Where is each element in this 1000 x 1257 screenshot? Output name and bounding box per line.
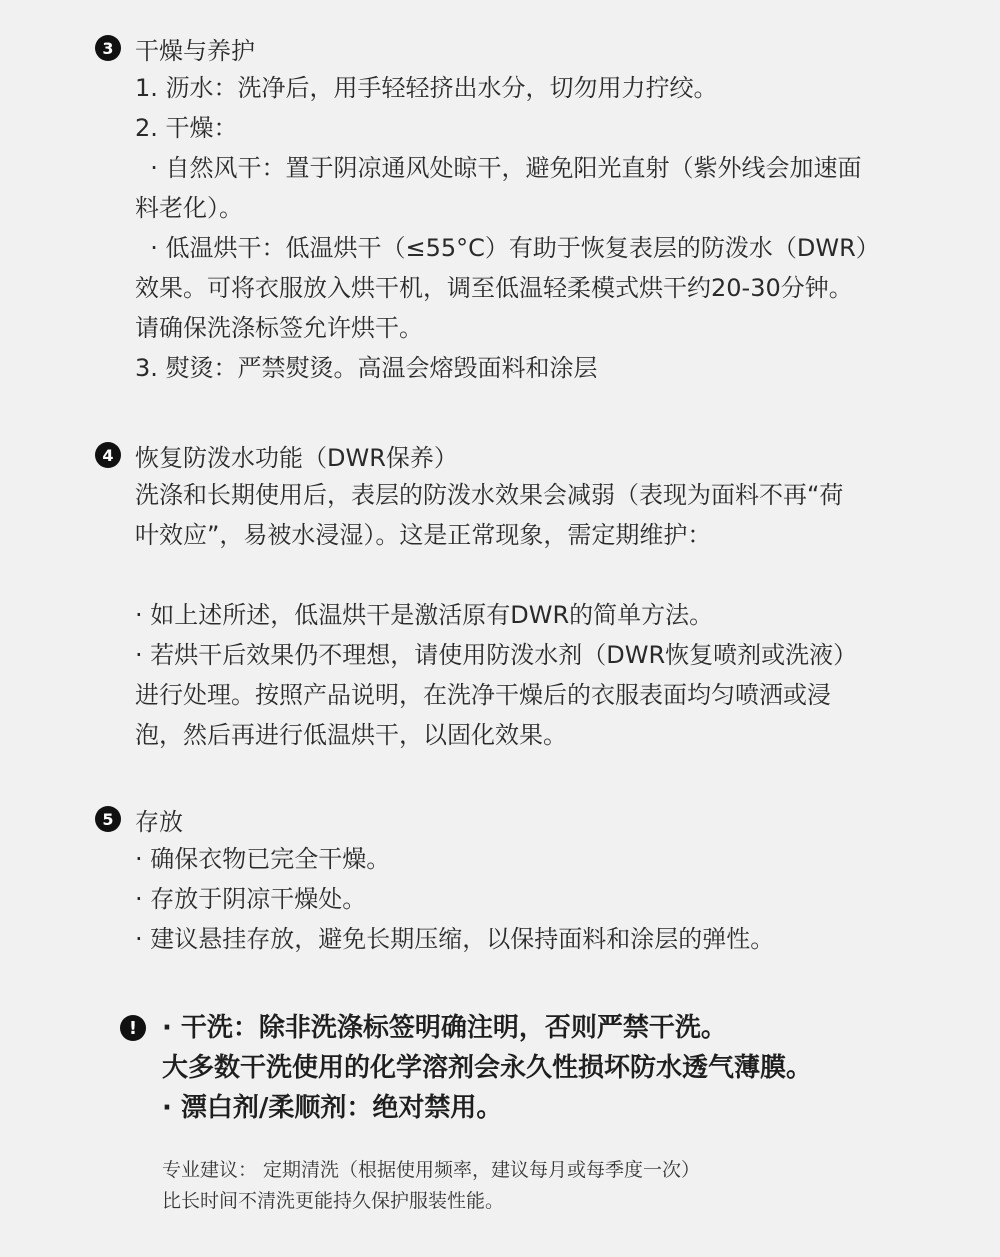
text-line: · 存放于阴凉干燥处。: [135, 885, 367, 913]
text-line: 请确保洗涤标签允许烘干。: [135, 314, 423, 342]
warning-block: [120, 1008, 920, 1128]
warning-row: [120, 1008, 920, 1048]
section-heading: [95, 28, 935, 68]
exclamation-icon: !: [120, 1015, 146, 1041]
text-line: 3. 熨烫：严禁熨烫。高温会熔毁面料和涂层: [135, 354, 598, 382]
text-line: 叶效应”，易被水浸湿）。这是正常现象，需定期维护：: [135, 521, 712, 549]
section-heading: [95, 799, 935, 839]
section-storage: [95, 799, 935, 959]
text-line: 泡，然后再进行低温烘干，以固化效果。: [135, 721, 567, 749]
text-line: · 自然风干：置于阴凉通风处晾干，避免阳光直射（紫外线会加速面: [135, 154, 862, 182]
text-line: · 建议悬挂存放，避免长期压缩，以保持面料和涂层的弹性。: [135, 925, 775, 953]
section-heading: [95, 435, 935, 475]
section-body: [135, 68, 935, 388]
section-drying-care: [95, 28, 935, 388]
warning-line: · 漂白剂/柔顺剂：绝对禁用。: [162, 1093, 503, 1123]
text-line: · 确保衣物已完全干燥。: [135, 845, 391, 873]
text-line: · 低温烘干：低温烘干（≤55°C）有助于恢复表层的防泼水（DWR）: [135, 234, 880, 262]
paragraph-gap: [135, 555, 935, 595]
section-body: [135, 475, 935, 755]
step-number-badge: 5: [95, 806, 121, 832]
text-line: 效果。可将衣服放入烘干机，调至低温轻柔模式烘干约20-30分钟。: [135, 274, 853, 302]
text-line: · 如上述所述，低温烘干是激活原有DWR的简单方法。: [135, 601, 714, 629]
text-line: 进行处理。按照产品说明，在洗净干燥后的衣服表面均匀喷洒或浸: [135, 681, 831, 709]
text-line: 2. 干燥：: [135, 114, 238, 142]
section-title: 恢复防泼水功能（DWR保养）: [135, 443, 458, 472]
tip-line: 比长时间不清洗更能持久保护服装性能。: [162, 1190, 505, 1212]
section-title: 干燥与养护: [135, 36, 255, 65]
text-line: 洗涤和长期使用后，表层的防泼水效果会减弱（表现为面料不再“荷: [135, 481, 844, 509]
warning-line: 大多数干洗使用的化学溶剂会永久性损坏防水透气薄膜。: [162, 1053, 813, 1083]
section-title: 存放: [135, 807, 183, 836]
professional-tip: [162, 1155, 700, 1217]
step-number-badge: 4: [95, 442, 121, 468]
text-line: 1. 沥水：洗净后，用手轻轻挤出水分，切勿用力拧绞。: [135, 74, 718, 102]
tip-line: 专业建议： 定期清洗（根据使用频率，建议每月或每季度一次）: [162, 1159, 701, 1181]
text-line: · 若烘干后效果仍不理想，请使用防泼水剂（DWR恢复喷剂或洗液）: [135, 641, 858, 669]
section-body: [135, 839, 935, 959]
warning-line: · 干洗：除非洗涤标签明确注明，否则严禁干洗。: [162, 1013, 727, 1043]
text-line: 料老化）。: [135, 194, 243, 222]
section-dwr-restore: [95, 435, 935, 755]
step-number-badge: 3: [95, 35, 121, 61]
